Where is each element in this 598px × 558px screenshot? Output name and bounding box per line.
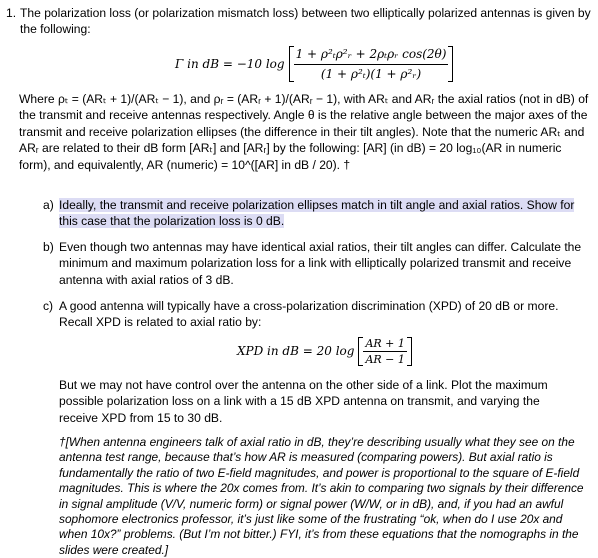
eq1-denominator: (1 + ρ²ₜ)(1 + ρ²ᵣ) <box>320 66 422 81</box>
part-c-continuation: But we may not have control over the antenna on the other side of a link. Plot the maximum possible polarization loss on a link with a 15 dB XPD antenna on transmit, and varying the receive XPD from 15 to 30 dB. <box>59 378 548 425</box>
eq2-lhs: XPD in dB = 20 log <box>237 343 355 358</box>
eq1-fraction <box>294 46 449 82</box>
part-b-text: Even though two antennas may have identical axial ratios, their tilt angles can differ. Calculate the minimum and maximum polarization loss for a link with elliptically polarized transmit and receive antenna with axial ratios of 3 dB. <box>59 240 582 287</box>
polarization-loss-equation <box>175 44 453 84</box>
part-a-text: Ideally, the transmit and receive polarization ellipses match in tilt angle and axial ratios. Show for this case that the polarization loss is 0 dB. <box>59 198 575 229</box>
question-number: 1. <box>6 6 17 20</box>
part-b-label: b) <box>43 240 54 254</box>
eq1-bracket <box>289 46 454 82</box>
part-b <box>43 239 583 288</box>
question-1 <box>6 5 592 38</box>
eq2-fraction <box>363 337 406 366</box>
part-c-label: c) <box>43 299 54 313</box>
eq1-lhs: Γ in dB = −10 log <box>175 56 285 71</box>
part-a-label: a) <box>43 198 54 212</box>
footnote: †[When antenna engineers talk of axial ratio in dB, they’re describing usually what they see on the antenna test range, because that’s how AR is measured (comparing powers). But axial ratio is fundamentally the ratio of two E-field magnitudes, and power is proportional to the square of E-field magnitudes. This is where the 20x comes from. It’s akin to comparing two signals by their difference in signal amplitude (V/V, numeric form) or signal power (W/W, or in dB), and, if you had an awful sophomore electronics professor, it’s just like some of the frustrating “ok, when do I use 20x and when 10x?” problems. (But I’m not bitter.) FYI, it’s from these equations that the nomographs in the slides were created.] <box>59 435 584 557</box>
part-a <box>43 197 583 230</box>
eq2-denominator: AR − 1 <box>365 352 405 366</box>
definitions-paragraph: Where ρₜ = (ARₜ + 1)/(ARₜ − 1), and ρᵣ = (ARᵣ + 1)/(ARᵣ − 1), with ARₜ and ARᵣ the axial ratios (not in dB) of the transmit and receive antennas respectively. Angle θ is the relative angle between the major axes of the transmit and receive polarization ellipses (the difference in their tilt angles). Note that the numeric ARₜ and ARᵣ are related to their dB form [ARₜ] and [ARᵣ] by the following: [AR] (in dB) = 20 log₁₀(AR in numeric form), and equivalently, AR (numeric) = 10^([AR] in dB / 20). † <box>19 92 589 172</box>
part-c-text: A good antenna will typically have a cross-polarization discrimination (XPD) of 20 dB or more. Recall XPD is related to axial ratio by: <box>59 299 559 330</box>
part-c <box>43 298 583 331</box>
eq2-numerator: AR + 1 <box>365 336 405 350</box>
question-intro: The polarization loss (or polarization mismatch loss) between two elliptically polarized antennas is given by the following: <box>20 6 591 37</box>
eq1-numerator: 1 + ρ²ₜρ²ᵣ + 2ρₜρᵣ cos(2θ) <box>294 46 449 64</box>
eq2-bracket <box>358 337 411 366</box>
xpd-equation <box>237 334 412 368</box>
